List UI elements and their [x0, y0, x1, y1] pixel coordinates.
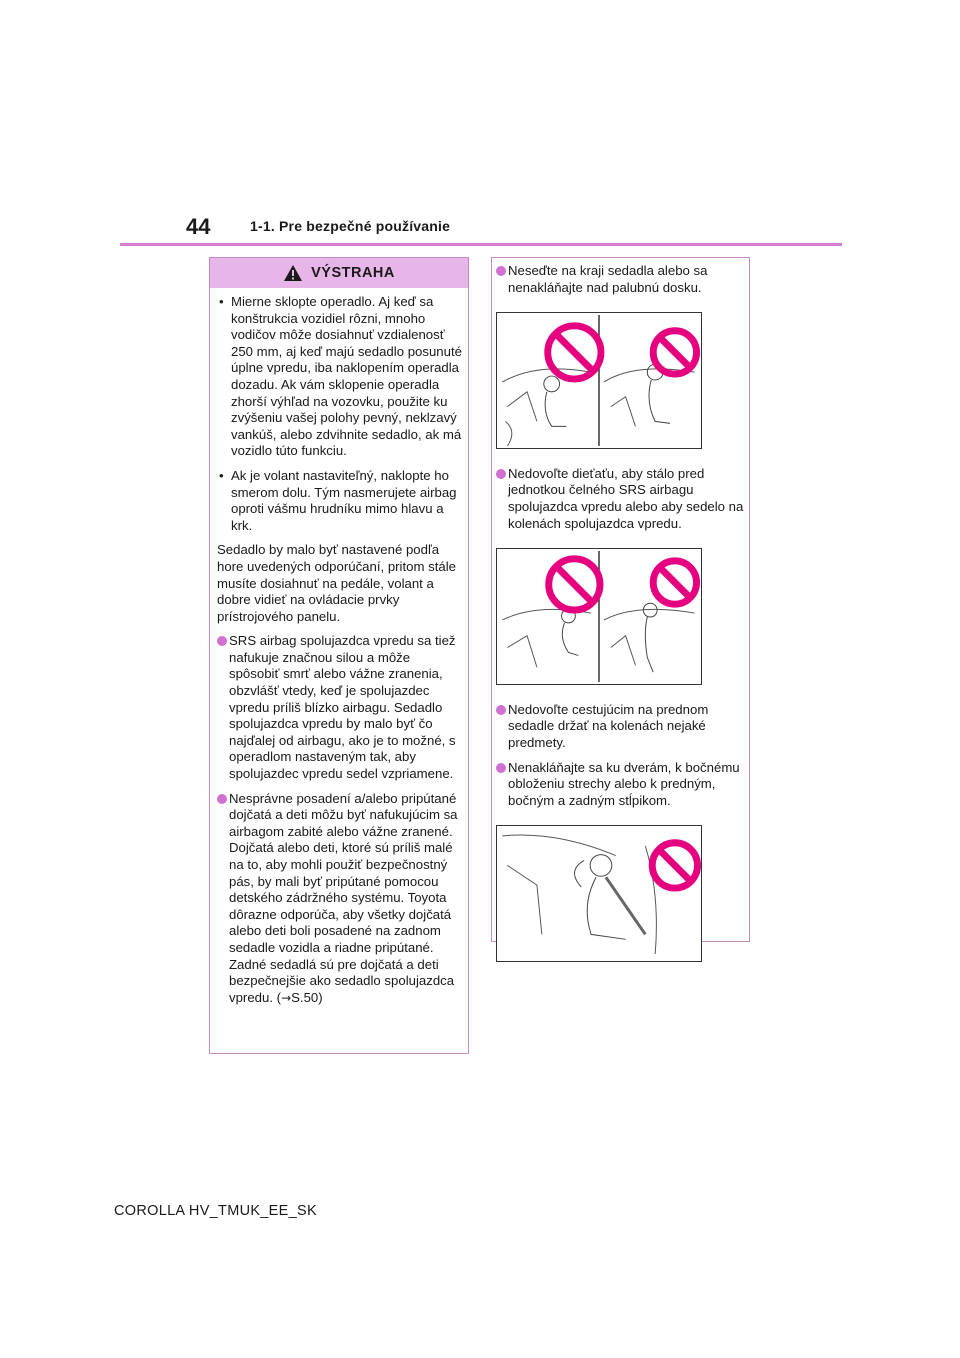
prohibition-icon	[549, 559, 600, 610]
right-column	[491, 257, 750, 942]
bullet-icon	[496, 469, 506, 479]
bullet-icon	[496, 705, 506, 715]
arrow-right-icon: →	[281, 990, 292, 1005]
footer-model-code: COROLLA HV_TMUK_EE_SK	[114, 1203, 317, 1219]
warning-box	[209, 257, 469, 1054]
page-reference: (→S.50)	[276, 989, 323, 1005]
bullet-text: Nedovoľte dieťaťu, aby stálo pred jednotkou čelného SRS airbagu spolujazdca vpredu alebo aby sedelo na kolenách spolujazdca vpredu.	[508, 465, 744, 531]
header-rule	[120, 243, 842, 246]
warning-title: VÝSTRAHA	[311, 265, 395, 281]
prohibition-icon	[653, 331, 696, 374]
warning-triangle-icon	[283, 264, 303, 282]
seat-paragraph: Sedadlo by malo byť nastavené podľa hore uvedených odporúčaní, pritom stále musíte dosiahnuť na pedále, volant a dobre vidieť na ovládacie prvky prístrojového panelu.	[217, 542, 456, 624]
bullet-item	[496, 760, 745, 810]
bullet-text: Nedovoľte cestujúcim na prednom sedadle držať na kolenách nejaké predmety.	[508, 701, 709, 750]
bullet-item	[217, 633, 462, 782]
bullet-item	[496, 263, 745, 296]
prohibition-icon	[652, 843, 697, 888]
bullet-item	[496, 466, 745, 532]
figure-child-standing	[496, 548, 702, 685]
dash-item: • Ak je volant nastaviteľný, naklopte ho smerom dolu. Tým nasmerujete airbag oproti vášmu hrudníku mimo hlavu a krk.	[219, 467, 457, 533]
prohibition-icon	[548, 326, 601, 379]
figure-leaning-forward	[496, 312, 702, 449]
bullet-icon	[496, 266, 506, 276]
dash-item: • Mierne sklopte operadlo. Aj keď sa konštrukcia vozidiel rôzni, mnoho vodičov môže dosiahnuť vzdialenosť 250 mm, aj keď majú sedadlo posunuté úplne vpredu, iba naklopením operadla dozadu. Ak vám sklopenie operadla zhorší výhľad na vozovku, použite ku zvýšeniu vašej polohy pevný, neklzavý vankúš, alebo zdvihnite sedadlo, ak má vozidlo túto funkciu.	[219, 294, 462, 459]
bullet-text: Neseďte na kraji sedadla alebo sa nenakláňajte nad palubnú dosku.	[508, 263, 708, 295]
right-content	[492, 258, 749, 979]
bullet-icon	[217, 794, 227, 804]
bullet-item	[217, 791, 462, 1007]
bullet-text: SRS airbag spolujazdca vpredu sa tiež nafukuje značnou silou a môže spôsobiť smrť alebo vážne zranenia, obzvlášť vtedy, keď je spolujazdec vpredu príliš blízko airbagu. Sedadlo spolujazdca vpredu by malo byť čo najďalej od airbagu, ako je to možné, s operadlom nastaveným tak, aby spolujazdec vpredu sedel vzpriamene.	[229, 633, 456, 782]
dash-item-text: Mierne sklopte operadlo. Aj keď sa konštrukcia vozidiel rôzni, mnoho vodičov môže dosiahnuť vzdialenosť 250 mm, aj keď majú sedadlo posunuté úplne vpredu, iba naklopením operadla dozadu. Ak vám sklopenie operadla zhorší výhľad na vozovku, použite ku zvýšeniu vašej polohy pevný, neklzavý vankúš, alebo zdvihnite sedadlo, ak má vozidlo túto funkciu.	[231, 294, 462, 459]
bullet-text: Nenakláňajte sa ku dverám, k bočnému obloženiu strechy alebo k predným, bočným a zadným stĺpikom.	[508, 759, 740, 808]
bullet-item	[496, 702, 745, 752]
section-title: 1-1. Pre bezpečné používanie	[250, 218, 451, 234]
figure-leaning-door	[496, 825, 702, 962]
bullet-icon	[496, 763, 506, 773]
prohibition-icon	[653, 561, 696, 604]
warning-content	[210, 288, 468, 1006]
dash-item-text: Ak je volant nastaviteľný, naklopte ho smerom dolu. Tým nasmerujete airbag oproti vášmu hrudníku mimo hlavu a krk.	[231, 467, 457, 533]
warning-header	[210, 258, 468, 288]
bullet-icon	[217, 636, 227, 646]
bullet-text: Nesprávne posadení a/alebo pripútané dojčatá a deti môžu byť nafukujúcim sa airbagom zabité alebo vážne zranené. Dojčatá alebo deti, ktoré sú príliš malé na to, aby mohli použiť bezpečnostný pás, by mali byť pripútané pomocou detského zádržného systému. Toyota dôrazne odporúča, aby všetky dojčatá alebo deti boli posadené na zadnom sedadle vozidla a riadne pripútané. Zadné sedadlá sú pre dojčatá a deti bezpečnejšie ako sedadlo spolujazdca vpredu.	[229, 790, 458, 1005]
page-number: 44	[186, 214, 211, 239]
